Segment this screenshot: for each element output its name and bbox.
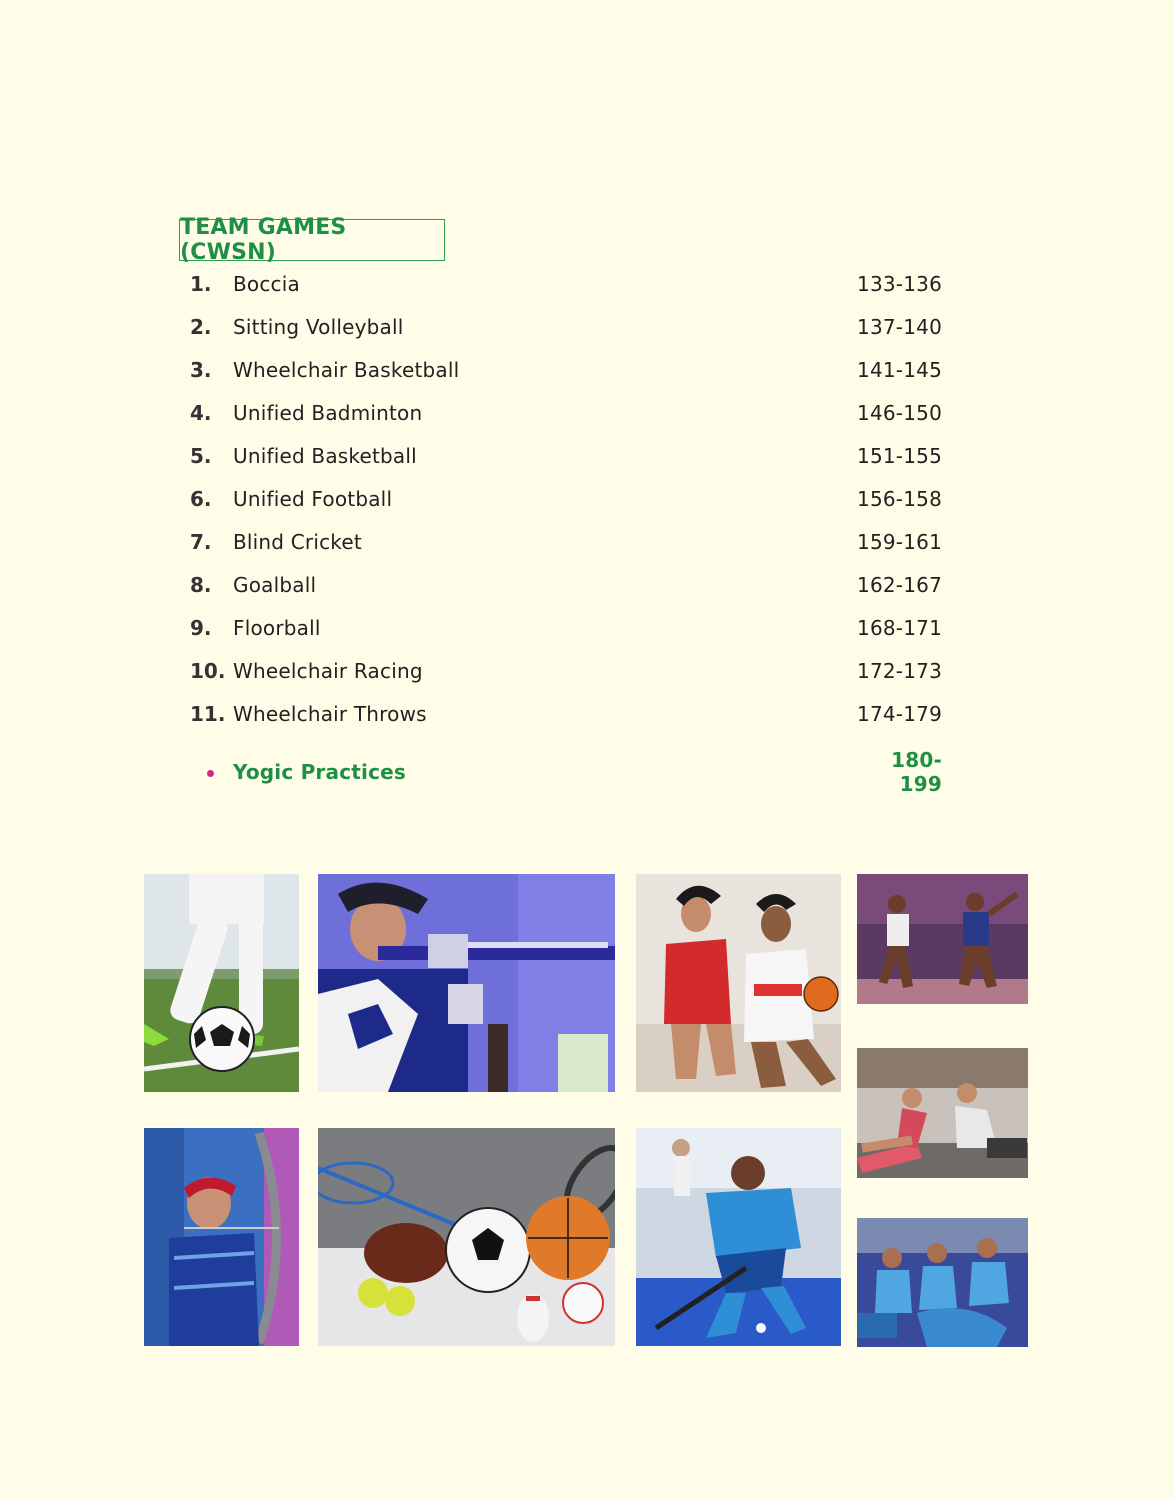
toc-title: Goalball (233, 572, 317, 597)
toc-row-yogic-practices[interactable] (190, 747, 942, 796)
toc-title: Yogic Practices (233, 759, 406, 784)
yoga-class-photo (857, 1048, 1028, 1178)
toc-number: 3. (190, 357, 212, 382)
toc-row[interactable] (190, 305, 942, 348)
toc-title: Unified Basketball (233, 443, 417, 468)
kabaddi-players-photo (857, 1218, 1028, 1347)
toc-row[interactable] (190, 348, 942, 391)
toc-title: Wheelchair Throws (233, 701, 427, 726)
football-kick-photo (144, 874, 299, 1092)
bullet-icon (190, 762, 233, 782)
toc-row[interactable] (190, 692, 942, 735)
toc-pages: 133-136 (857, 271, 942, 296)
toc-pages: 162-167 (857, 572, 942, 597)
archery-athlete-photo (144, 1128, 299, 1346)
toc-title: Unified Football (233, 486, 393, 511)
toc-title: Unified Badminton (233, 400, 423, 425)
toc-row[interactable] (190, 520, 942, 563)
toc-pages: 137-140 (857, 314, 942, 339)
toc-pages: 174-179 (857, 701, 942, 726)
toc-number: 1. (190, 271, 212, 296)
table-of-contents (190, 262, 942, 796)
toc-number: 4. (190, 400, 212, 425)
toc-pages: 172-173 (857, 658, 942, 683)
basketball-players-photo (636, 874, 841, 1092)
toc-number: 8. (190, 572, 212, 597)
toc-title: Sitting Volleyball (233, 314, 404, 339)
toc-title: Blind Cricket (233, 529, 362, 554)
toc-title: Wheelchair Basketball (233, 357, 460, 382)
toc-pages: 141-145 (857, 357, 942, 382)
toc-number: 9. (190, 615, 212, 640)
toc-number: 5. (190, 443, 212, 468)
toc-pages: 159-161 (857, 529, 942, 554)
sprinters-photo (857, 874, 1028, 1004)
toc-number: 11. (190, 701, 226, 726)
toc-number: 7. (190, 529, 212, 554)
toc-number: 10. (190, 658, 226, 683)
toc-row[interactable] (190, 262, 942, 305)
toc-title: Boccia (233, 271, 300, 296)
sports-equipment-photo (318, 1128, 615, 1346)
toc-number: 6. (190, 486, 212, 511)
toc-pages: 151-155 (857, 443, 942, 468)
toc-number: 2. (190, 314, 212, 339)
shooting-athlete-photo (318, 874, 615, 1092)
toc-pages: 180-199 (891, 747, 942, 796)
hockey-player-photo (636, 1128, 841, 1346)
toc-title: Floorball (233, 615, 321, 640)
toc-pages: 146-150 (857, 400, 942, 425)
toc-row[interactable] (190, 649, 942, 692)
toc-pages: 168-171 (857, 615, 942, 640)
toc-row[interactable] (190, 434, 942, 477)
toc-row[interactable] (190, 477, 942, 520)
toc-row[interactable] (190, 606, 942, 649)
toc-row[interactable] (190, 391, 942, 434)
toc-pages: 156-158 (857, 486, 942, 511)
toc-title: Wheelchair Racing (233, 658, 423, 683)
toc-row[interactable] (190, 563, 942, 606)
section-heading: TEAM GAMES (CWSN) (179, 219, 445, 261)
